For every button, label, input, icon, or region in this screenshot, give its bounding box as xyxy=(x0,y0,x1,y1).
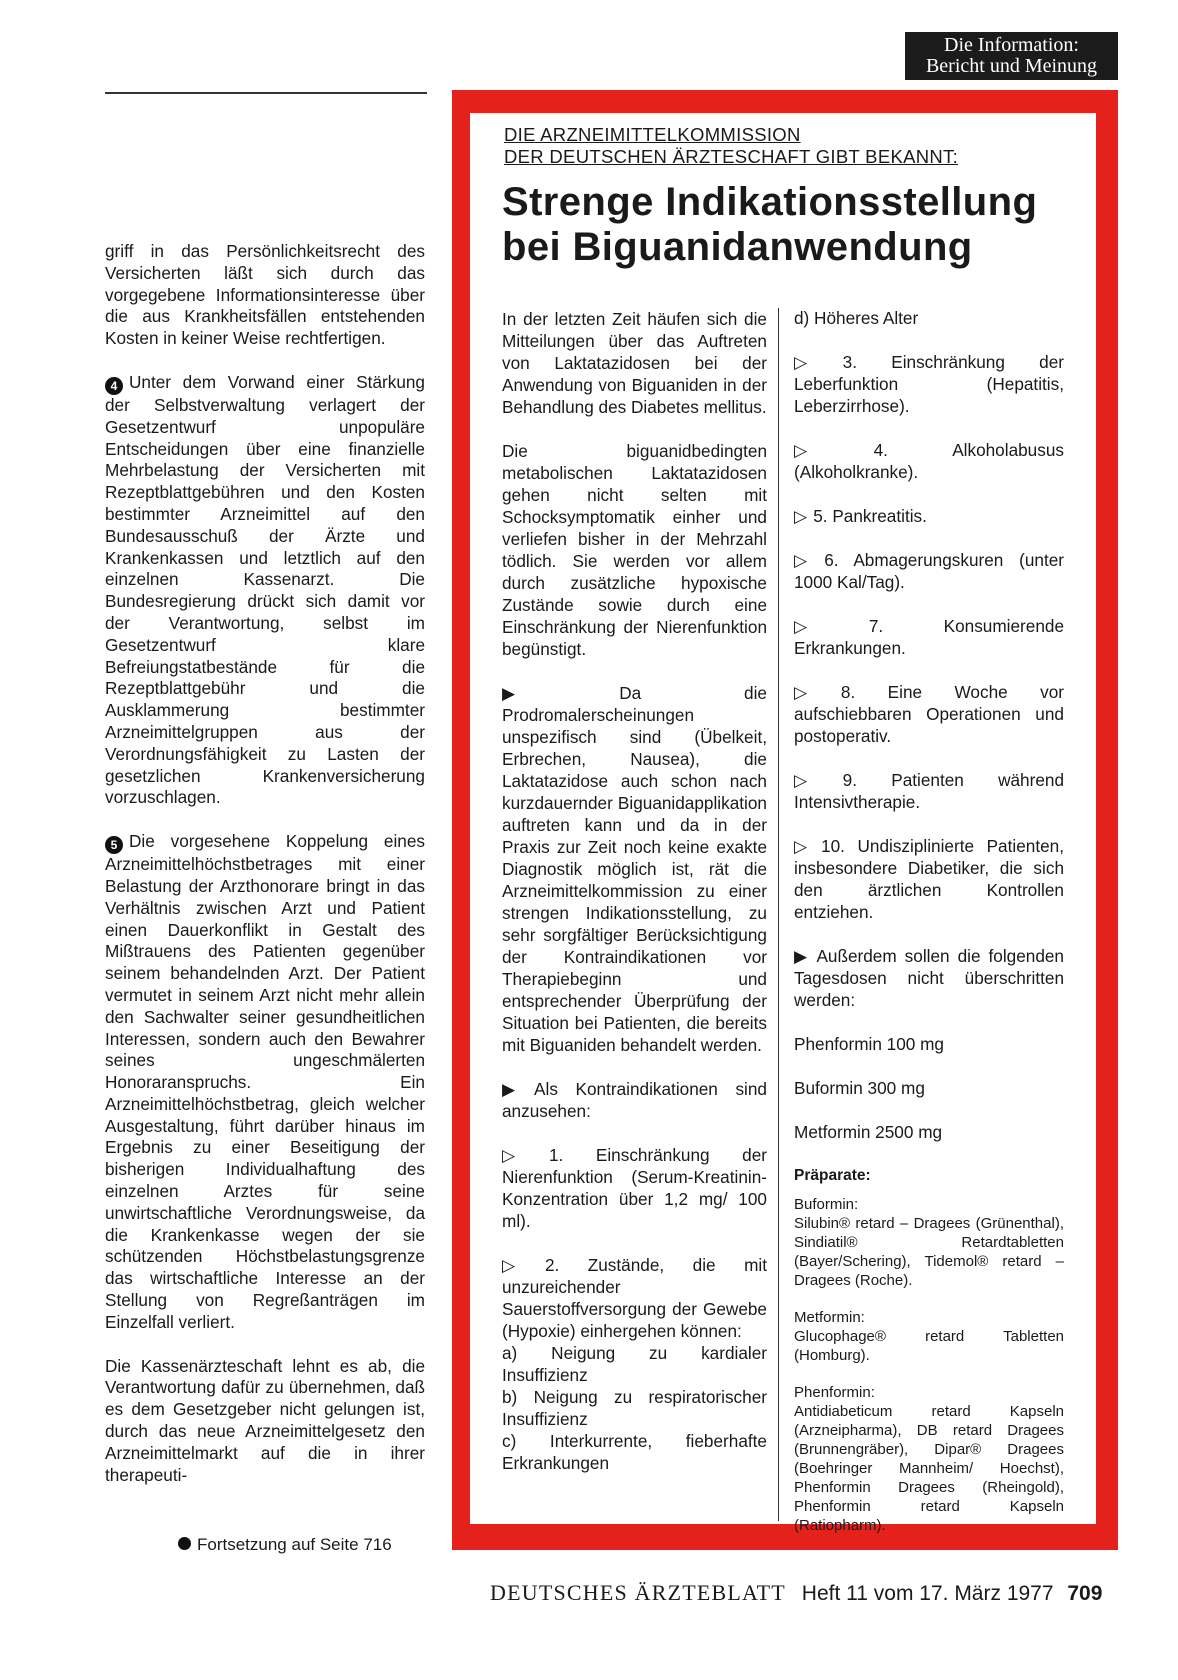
section-tag-line2: Bericht und Meinung xyxy=(925,55,1098,77)
left-paragraph-3: 5 Die vorgesehene Koppelung eines Arzneimittelhöchstbetrages mit einer Belastung der Arzthonorare bringt in das Verhältnis zwischen Arzt und Patient einen Dauerkonflikt in Gestalt des Mißtrauens des Patienten gegenüber seinem behandelnden Arzt. Der Patient vermutet in seinem Arzt nicht mehr allein den Sachwalter seiner gesundheitlichen Interessen, sondern auch den Bewahrer seines ungeschmälerten Honoraranspruchs. Ein Arzneimittelhöchstbetrag, gleich welcher Ausgestaltung, führt darüber hinaus im Ergebnis zu einer Beseitigung der bisherigen Individualhaftung des einzelnen Arztes für seine unwirtschaftliche Verordnungsweise, da die Krankenkasse wegen der sie schützenden Höchstbelastungsgrenze das wirtschaftliche Interesse an der Stellung von Regreßanträgen im Einzelfall verliert. xyxy=(105,831,425,1332)
left-column xyxy=(105,241,425,1508)
box-column-2 xyxy=(794,307,1064,1535)
box-column-1 xyxy=(502,308,767,1474)
section-tag-line1: Die Information: xyxy=(944,34,1079,56)
number-4-icon: 4 xyxy=(105,377,123,395)
announcement-kicker: DIE ARZNEIMITTELKOMMISSION DER DEUTSCHEN ÄRZTESCHAFT GIBT BEKANNT: xyxy=(504,124,959,167)
outline-triangle-icon: ▷ xyxy=(794,506,808,526)
contraindication-9: ▷ 9. Patienten während Intensivtherapie. xyxy=(794,770,1064,812)
buformin-products: Buformin: Silubin® retard – Dragees (Grünenthal), Sindiatil® Retardtabletten (Bayer/Schering), Tidemol® retard – Dragees (Roche). xyxy=(794,1196,1064,1289)
contraindication-3: ▷ 3. Einschränkung der Leberfunktion (Hepatitis, Leberzirrhose). xyxy=(794,352,1064,416)
left-paragraph-1: griff in das Persönlichkeitsrecht des Versicherten läßt sich durch das vorgegebene Informationsinteresse über die aus Krankheitsfällen entstehenden Kosten in keiner Weise rechtfertigen. xyxy=(105,241,425,349)
journal-name: DEUTSCHES ÄRZTEBLATT xyxy=(490,1580,786,1605)
outline-triangle-icon: ▷ xyxy=(794,616,863,636)
dose-buformin: Buformin 300 mg xyxy=(794,1078,925,1098)
contraindication-6: ▷ 6. Abmagerungskuren (unter 1000 Kal/Tag). xyxy=(794,550,1065,592)
contraindication-4: ▷ 4. Alkoholabusus (Alkoholkranke). xyxy=(794,440,1064,482)
column-divider xyxy=(778,308,779,1521)
contraindication-10: ▷ 10. Undisziplinierte Patienten, insbesondere Diabetiker, die sich den ärztlichen Kontrollen entziehen. xyxy=(794,836,1064,922)
triangle-bullet-icon: ▶ xyxy=(502,683,614,703)
page-footer xyxy=(490,1580,1102,1606)
bullet-icon xyxy=(178,1537,191,1550)
doses-intro: ▶ Außerdem sollen die folgenden Tagesdosen nicht überschritten werden: xyxy=(794,946,1064,1010)
contraindication-7: ▷ 7. Konsumierende Erkrankungen. xyxy=(794,616,1064,658)
number-5-icon: 5 xyxy=(105,836,123,854)
praeparate-heading: Präparate: xyxy=(794,1167,871,1184)
article-title: Strenge Indikationsstellung bei Biguanidanwendung xyxy=(502,180,1038,269)
dose-phenformin: Phenformin 100 mg xyxy=(794,1034,944,1054)
box-paragraph-2: Die biguanidbedingten metabolischen Laktatazidosen gehen nicht selten mit Schocksymptomatik einher und verliefen bisher in der Mehrzahl tödlich. Sie werden vor allem durch zusätzliche hypoxische Zustände sowie durch eine Einschränkung der Nierenfunktion begünstigt. xyxy=(502,441,767,659)
outline-triangle-icon: ▷ xyxy=(794,682,835,702)
outline-triangle-icon: ▷ xyxy=(794,550,819,570)
dose-metformin: Metformin 2500 mg xyxy=(794,1122,943,1142)
triangle-bullet-icon: ▶ xyxy=(502,1079,529,1099)
box-paragraph-1: In der letzten Zeit häufen sich die Mitteilungen über das Auftreten von Laktatazidosen bei der Anwendung von Biguaniden in der Behandlung des Diabetes mellitus. xyxy=(502,309,767,417)
contraindication-2d: d) Höheres Alter xyxy=(794,308,919,328)
metformin-products: Metformin: Glucophage® retard Tabletten (Homburg). xyxy=(794,1309,1064,1364)
outline-triangle-icon: ▷ xyxy=(794,352,837,372)
left-paragraph-4: Die Kassenärzteschaft lehnt es ab, die Verantwortung dafür zu übernehmen, daß es dem Gesetzgeber nicht gelungen ist, durch das neue Arzneimittelgesetz den Arzneimittelmarkt auf die in ihrer therapeuti- xyxy=(105,1355,425,1485)
section-tag xyxy=(905,32,1118,80)
triangle-bullet-icon: ▶ xyxy=(794,946,811,966)
contraindication-1: ▷ 1. Einschränkung der Nierenfunktion (Serum-Kreatinin-Konzentration über 1,2 mg/ 100 ml). xyxy=(502,1145,767,1231)
page-number: 709 xyxy=(1067,1582,1103,1605)
phenformin-products: Phenformin: Antidiabeticum retard Kapseln (Arzneipharma), DB retard Dragees (Brunnengräber), Dipar® Dragees (Boehringer Mannheim/ Hoechst), Phenformin Dragees (Rheingold), Phenformin retard Kapseln (Ratiopharm). xyxy=(794,1384,1064,1534)
top-rule xyxy=(105,92,427,94)
outline-triangle-icon: ▷ xyxy=(502,1255,539,1275)
continued-note: Fortsetzung auf Seite 716 xyxy=(178,1535,392,1555)
outline-triangle-icon: ▷ xyxy=(794,440,868,460)
outline-triangle-icon: ▷ xyxy=(794,770,837,790)
contraindication-2: ▷ 2. Zustände, die mit unzureichender Sauerstoffversorgung der Gewebe (Hypoxie) einhergehen können: a) Neigung zu kardialer Insuffizienz b) Neigung zu respiratorischer Insuffizienz c) Interkurrente, fieberhafte Erkrankungen xyxy=(502,1255,768,1473)
box-paragraph-4: ▶ Als Kontraindikationen sind anzusehen: xyxy=(502,1079,767,1121)
contraindication-8: ▷ 8. Eine Woche vor aufschiebbaren Operationen und postoperativ. xyxy=(794,682,1065,746)
issue-info: Heft 11 vom 17. März 1977 xyxy=(801,1582,1054,1605)
left-paragraph-2: 4 Unter dem Vorwand einer Stärkung der Selbstverwaltung verlagert der Gesetzentwurf unpopuläre Entscheidungen über eine finanzielle Mehrbelastung der Versicherten mit Rezeptblattgebühren und den Kosten bestimmter Arzneimittel auf den Bundesausschuß der Ärzte und Krankenkassen und letztlich auf den einzelnen Kassenarzt. Die Bundesregierung drückt sich damit vor der Verantwortung, selbst im Gesetzentwurf klare Befreiungstatbestände für die Rezeptblattgebühr und die Ausklammerung bestimmter Arzneimittelgruppen aus der Verordnungsfähigkeit zu Lasten der gesetzlichen Krankenversicherung vorzuschlagen. xyxy=(105,371,425,808)
outline-triangle-icon: ▷ xyxy=(502,1145,543,1165)
box-paragraph-3: ▶ Da die Prodromalerscheinungen unspezifisch sind (Übelkeit, Erbrechen, Nausea), die Laktatazidose auch schon nach kurzdauernder Biguanidapplikation auftreten kann und da in der Praxis zur Zeit noch keine exakte Diagnostik möglich ist, rät die Arzneimittelkommission zu einer strengen Indikationsstellung, zu sehr sorgfältiger Berücksichtigung der Kontraindikationen vor Therapiebeginn und entsprechender Überprüfung der Situation bei Patienten, die bereits mit Biguaniden behandelt werden. xyxy=(502,683,767,1055)
outline-triangle-icon: ▷ xyxy=(794,836,816,856)
contraindication-5: ▷ 5. Pankreatitis. xyxy=(794,506,927,526)
